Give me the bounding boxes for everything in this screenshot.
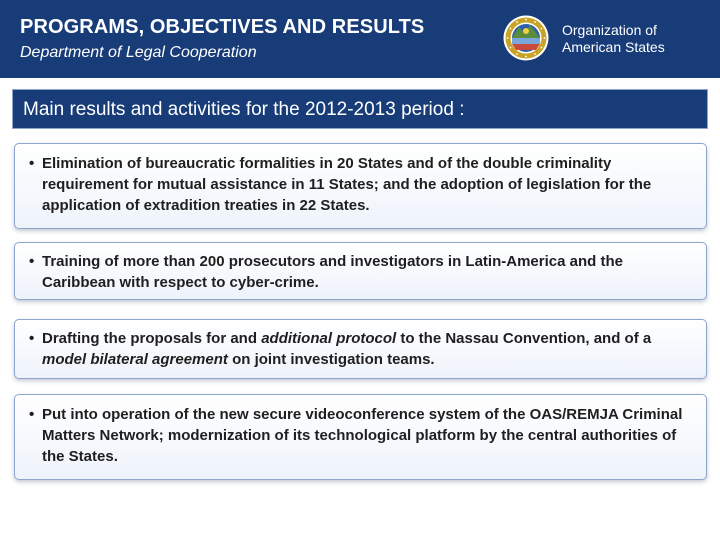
result-text: Put into operation of the new secure videoconference system of the OAS/REMJA Criminal Matters Network; modernization of its technological platform by the central authorities of the States.: [42, 406, 683, 465]
result-text-part: Drafting the proposals for and: [42, 330, 262, 347]
result-card: [14, 319, 707, 379]
result-item: [29, 251, 696, 293]
section-banner: [12, 89, 708, 129]
result-card: [14, 143, 707, 229]
result-card: [14, 242, 707, 300]
page-subtitle: Department of Legal Cooperation: [20, 44, 257, 61]
section-heading: Main results and activities for the 2012-2013 period :: [23, 99, 465, 120]
result-emphasis: model bilateral agreement: [42, 351, 228, 368]
header-bar: [0, 0, 720, 78]
bullet-icon: •: [29, 330, 35, 347]
result-item: [29, 328, 696, 370]
result-text-part: to the Nassau Convention, and of a: [396, 330, 652, 347]
result-card: [14, 394, 707, 480]
organization-name: [562, 22, 665, 56]
org-name-line-1: Organization of: [562, 22, 657, 38]
bullet-icon: •: [29, 406, 35, 423]
result-text: Elimination of bureaucratic formalities in 20 States and of the double criminality requirement for mutual assistance in 11 States; and the adoption of legislation for the application of extradition treaties in 22 States.: [42, 155, 652, 214]
page-title: PROGRAMS, OBJECTIVES AND RESULTS: [20, 16, 425, 38]
oas-seal-icon: [503, 15, 549, 61]
result-text: Training of more than 200 prosecutors and investigators in Latin-America and the Caribbean with respect to cyber-crime.: [42, 253, 623, 291]
bullet-icon: •: [29, 155, 35, 172]
bullet-icon: •: [29, 253, 35, 270]
result-text-part: on joint investigation teams.: [227, 351, 435, 368]
result-item: [29, 404, 696, 467]
result-item: [29, 153, 696, 216]
result-emphasis: additional protocol: [261, 330, 397, 347]
org-name-line-2: American States: [562, 39, 665, 55]
